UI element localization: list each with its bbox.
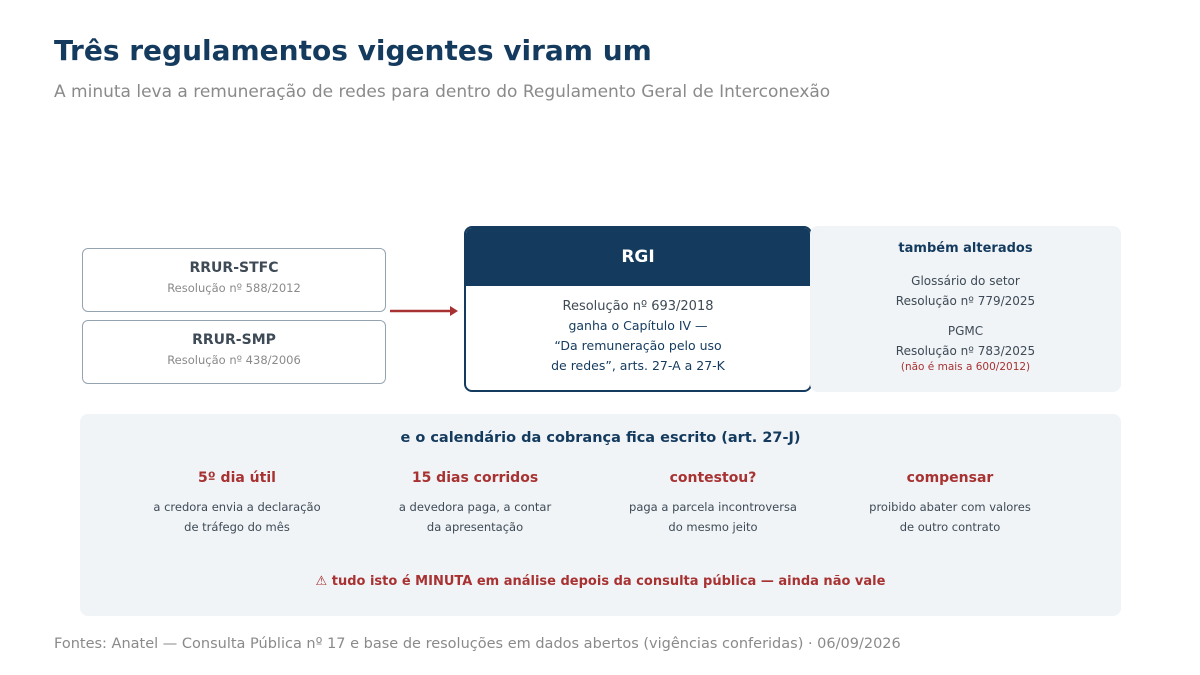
calendar-title: e o calendário da cobrança fica escrito (art. 27-J) (400, 430, 801, 446)
rgi-line: ganha o Capítulo IV — (568, 318, 708, 333)
rgi-title: RGI (466, 228, 810, 286)
calendar-step (598, 470, 828, 537)
regulation-resolution: Resolução nº 438/2006 (167, 353, 301, 367)
step-desc-line: do mesmo jeito (668, 520, 758, 534)
also-changed-name: Glossário do setor (911, 274, 1020, 288)
rgi-body (466, 286, 810, 376)
merge-arrow (388, 303, 464, 319)
step-desc-line: de outro contrato (899, 520, 1001, 534)
calendar-step (360, 470, 590, 537)
step-description (122, 497, 352, 537)
step-label: contestou? (669, 470, 757, 486)
regulation-resolution: Resolução nº 588/2012 (167, 281, 301, 295)
regulation-box-rrur-stfc (82, 248, 386, 312)
page-title: Três regulamentos vigentes viram um (54, 34, 652, 67)
step-label: compensar (906, 470, 994, 486)
step-desc-line: paga a parcela incontroversa (629, 500, 797, 514)
step-description (835, 497, 1065, 537)
step-desc-line: a devedora paga, a contar (398, 500, 552, 514)
rgi-box (464, 226, 812, 392)
also-changed-resolution: Resolução nº 783/2025 (895, 344, 1036, 358)
step-desc-line: a credora envia a declaração (153, 500, 321, 514)
regulation-box-rrur-smp (82, 320, 386, 384)
step-desc-line: proibido abater com valores (869, 500, 1031, 514)
step-label: 15 dias corridos (411, 470, 539, 486)
step-description (598, 497, 828, 537)
calendar-step (835, 470, 1065, 537)
step-description (360, 497, 590, 537)
step-desc-line: da apresentação (426, 520, 524, 534)
calendar-step (122, 470, 352, 537)
rgi-resolution: Resolução nº 693/2018 (562, 299, 714, 314)
regulation-name: RRUR-SMP (192, 332, 276, 348)
also-changed-name: PGMC (947, 324, 984, 338)
also-changed-title: também alterados (898, 241, 1033, 256)
also-changed-note: (não é mais a 600/2012) (900, 361, 1031, 373)
step-desc-line: de tráfego do mês (184, 520, 290, 534)
rgi-line: “Da remuneração pelo uso (554, 338, 722, 353)
sources-footer: Fontes: Anatel — Consulta Pública nº 17 e base de resoluções em dados abertos (vigências conferidas) · 06/09/2026 (54, 636, 901, 652)
also-changed-panel (810, 226, 1121, 392)
rgi-line: de redes”, arts. 27-A a 27-K (551, 358, 725, 373)
also-changed-item (810, 321, 1121, 373)
minuta-warning: ⚠ tudo isto é MINUTA em análise depois da consulta pública — ainda não vale (315, 574, 886, 589)
also-changed-resolution: Resolução nº 779/2025 (895, 294, 1036, 308)
regulation-name: RRUR-STFC (189, 260, 279, 276)
calendar-panel (80, 414, 1121, 616)
page-subtitle: A minuta leva a remuneração de redes para dentro do Regulamento Geral de Interconexão (54, 82, 831, 102)
step-label: 5º dia útil (198, 470, 276, 486)
also-changed-item (810, 271, 1121, 311)
